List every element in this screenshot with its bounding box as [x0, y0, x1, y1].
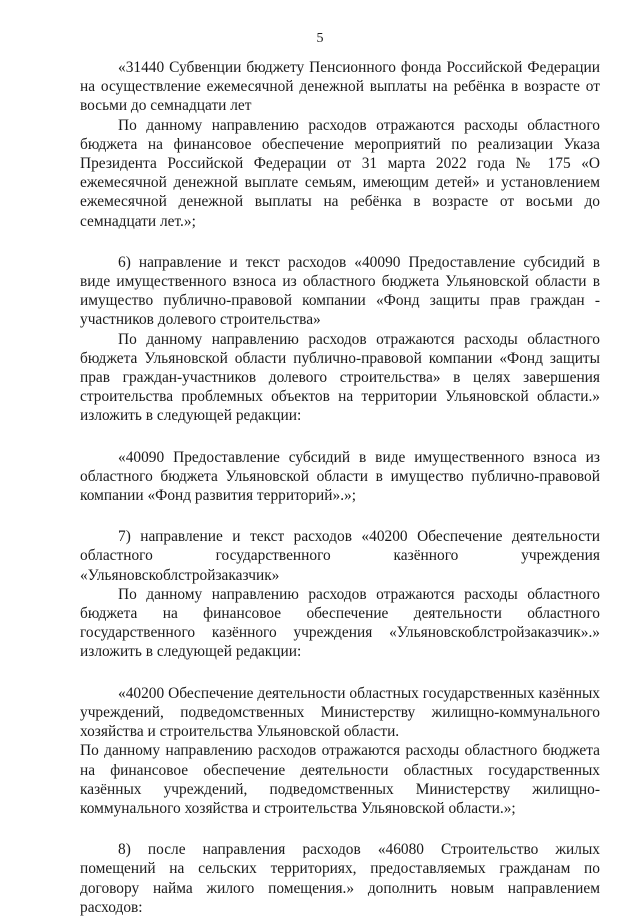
page-number: 5 — [316, 31, 324, 46]
document-body — [80, 58, 600, 917]
paragraph-item-6: 6) направление и текст расходов «40090 Предоставление субсидий в виде имущественного взноса из областного бюджета Ульяновской области в имущество публично-правовой компании «Фонд защиты прав граждан - участников долевого строительства» — [80, 253, 600, 329]
paragraph-item-7-description: По данному направлению расходов отражаются расходы областного бюджета на финансовое обеспечение деятельности областного государственного казённого учреждения «Ульяновскоблстройзаказчик».» изложить в следующей редакции: — [80, 585, 600, 661]
paragraph-spacer — [80, 818, 600, 840]
paragraph-31440-description: По данному направлению расходов отражаются расходы областного бюджета на финансовое обеспечение мероприятий по реализации Указа Президента Российской Федерации от 31 марта 2022 года № 175 «О ежемесячной денежной выплате семьям, имеющим детей» и установлением ежемесячной денежной выплаты на ребёнка в возрасте от восьми до семнадцати лет.»; — [80, 116, 600, 230]
paragraph-item-6-description: По данному направлению расходов отражаются расходы областного бюджета Ульяновской области публично-правовой компании «Фонд защиты прав граждан-участников долевого строительства» в целях завершения строительства проблемных объектов на территории Ульяновской области.» изложить в следующей редакции: — [80, 330, 600, 425]
paragraph-item-7: 7) направление и текст расходов «40200 Обеспечение деятельности областного государственного казённого учреждения «Ульяновскоблстройзаказчик» — [80, 528, 600, 584]
paragraph-40200-new: «40200 Обеспечение деятельности областных государственных казённых учреждений, подведомственных Министерству жилищно-коммунального хозяйства и строительства Ульяновской области. — [80, 684, 600, 741]
paragraph-40200-new-description: По данному направлению расходов отражаются расходы областного бюджета на финансовое обеспечение деятельности областных государственных казённых учреждений, подведомственных Министерству жилищно-коммунального хозяйства и строительства Ульяновской области.»; — [80, 742, 600, 817]
paragraph-spacer — [80, 426, 600, 448]
paragraph-item-8: 8) после направления расходов «46080 Строительство жилых помещений на сельских территориях, предоставляемых гражданам по договору найма жилого помещения.» дополнить новым направлением расходов: — [80, 841, 600, 916]
paragraph-spacer — [80, 662, 600, 684]
paragraph-spacer — [80, 505, 600, 527]
paragraph-spacer — [80, 231, 600, 253]
paragraph-40090-new: «40090 Предоставление субсидий в виде имущественного взноса из областного бюджета Ульяновской области в имущество публично-правовой компании «Фонд развития территорий».»; — [80, 448, 600, 505]
paragraph-31440-heading: «31440 Субвенции бюджету Пенсионного фонда Российской Федерации на осуществление ежемесячной денежной выплаты на ребёнка в возрасте от восьми до семнадцати лет — [80, 59, 600, 115]
